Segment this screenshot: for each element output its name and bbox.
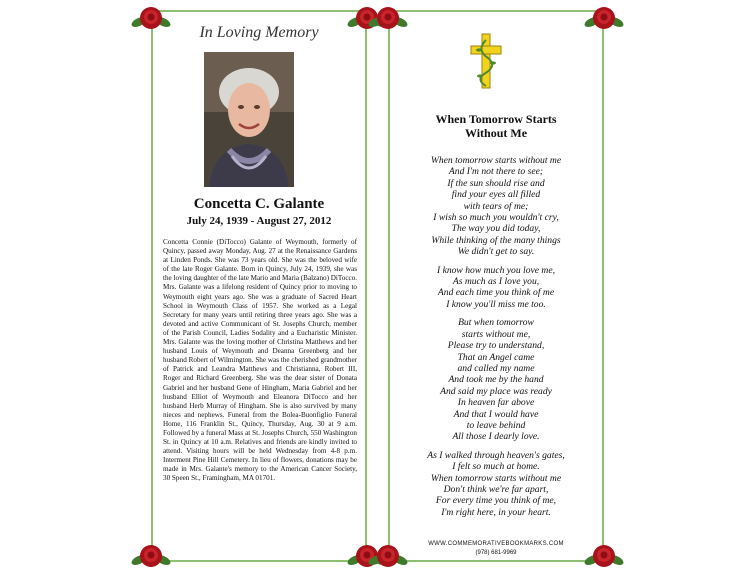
memorial-heading: In Loving Memory [199,24,319,41]
poem-line: I know how much you love me, [436,264,556,276]
phone-number: (978) 681-9969 [475,550,517,556]
portrait-photo [204,52,294,187]
poem-line: While thinking of the many things [431,234,561,246]
rose-icon [368,2,408,34]
cross-icon [468,32,504,90]
poem-line: And took me by the hand [448,374,544,386]
poem-line: I wish so much you wouldn't cry, [433,212,559,224]
poem-stanza [390,317,602,442]
poem-line: I felt so much at home. [452,461,540,473]
poem-line: As much as I love you, [452,276,540,288]
poem-line: And that I would have [453,408,539,420]
poem-line: I'm right here, in your heart. [441,506,551,518]
rose-icon [131,540,171,572]
website-link[interactable]: WWW.COMMEMORATIVEBOOKMARKS.COM [428,541,564,547]
poem-line: And each time you think of me [437,287,555,299]
poem-stanza [390,155,602,258]
poem-line: When tomorrow starts without me [430,155,562,166]
poem-line: I know you'll miss me too. [446,298,546,310]
life-dates: July 24, 1939 - August 27, 2012 [186,215,332,227]
poem-stanza [390,450,602,518]
poem-bookmark [388,10,604,562]
obituary-text: Concetta Connie (DiTocco) Galante of Weymouth, formerly of Quincy, passed away Monday, Aug. 27 at the Renaissance Gardens at Linden Ponds. She was 73 years old. She was the beloved wife of the late Roger Galante. Born in Quincy, July 24, 1939, she was the loving daughter of the late Mario and Maria (Balzano) DiTocco. Mrs. Galante was a lifelong resident of Quincy prior to moving to Weymouth eight years ago. She was a graduate of Sacred Heart School in Weymouth Class of 1957. She worked as a Legal Secretary for many years until retiring three years ago. She was a devoted and active Communicant of St. Josephs Church, member of the Parish Council, Ladies Sodality and a Eucharistic Minister. Mrs. Galante was the loving mother of Christina Matthews and her husband Louis of Weymouth and Deanna Greenberg and her husband Robert of Wilmington. She was the cherished grandmother of Patrick and Leandra Matthews and Christianna, Robert III, Roger and Richard Greenberg. She was the dear sister of Donata Gabriel and her husband Gene of Hingham, Maria Gabriel and her husband Elliot of Weymouth and Eleanora DiTocco and her husband Herb Murray of Hingham. She is also survived by many nieces and nephews. Funeral from the Bolea-Buonfiglio Funeral Home, 116 Franklin St., Quincy, Thursday, Aug. 30 at 9 a.m. Followed by a funeral Mass at St. Josephs Church, 550 Washington St. in Quincy at 10 a.m. Relatives and friends are kindly invited to attend. Visiting hours will be held Wednesday from 4-8 p.m. Interment Pine Hill Cemetery. In lieu of flowers, donations may be made in Mrs. Galante's memory to the American Cancer Society, 30 Speen St., Framingham, MA 01701. [163,238,358,483]
obituary-bookmark [151,10,367,562]
poem-line: As I walked through heaven's gates, [427,449,565,461]
poem-line: That an Angel came [457,351,535,363]
poem-line: For every time you think of me, [435,495,557,507]
rose-icon [584,2,624,34]
poem-line: and called my name [457,362,535,374]
poem-line: Please try to understand, [447,340,545,352]
poem-line: to leave behind [466,419,526,431]
poem-line: If the sun should rise and [447,177,545,189]
poem-title-line: Without Me [464,126,528,140]
poem-line: When tomorrow starts without me [430,472,562,484]
poem-stanza [390,265,602,311]
deceased-name: Concetta C. Galante [193,196,325,212]
poem-line: with tears of me; [463,200,529,212]
poem-body [390,155,602,525]
poem-line: find your eyes all filled [451,189,541,201]
poem-title-line: When Tomorrow Starts [435,112,557,126]
poem-title [390,112,602,140]
poem-line: We didn't get to say. [457,246,535,258]
poem-line: The way you did today, [451,223,541,235]
poem-line: And said my place was ready [440,385,552,397]
poem-line: And I'm not there to see; [448,166,544,178]
poem-line: All those I dearly love. [452,431,540,443]
poem-line: But when tomorrow [458,317,534,329]
poem-line: Don't think we're far apart, [443,483,549,495]
poem-line: In heaven far above [457,397,535,409]
poem-line: starts without me, [461,328,531,340]
